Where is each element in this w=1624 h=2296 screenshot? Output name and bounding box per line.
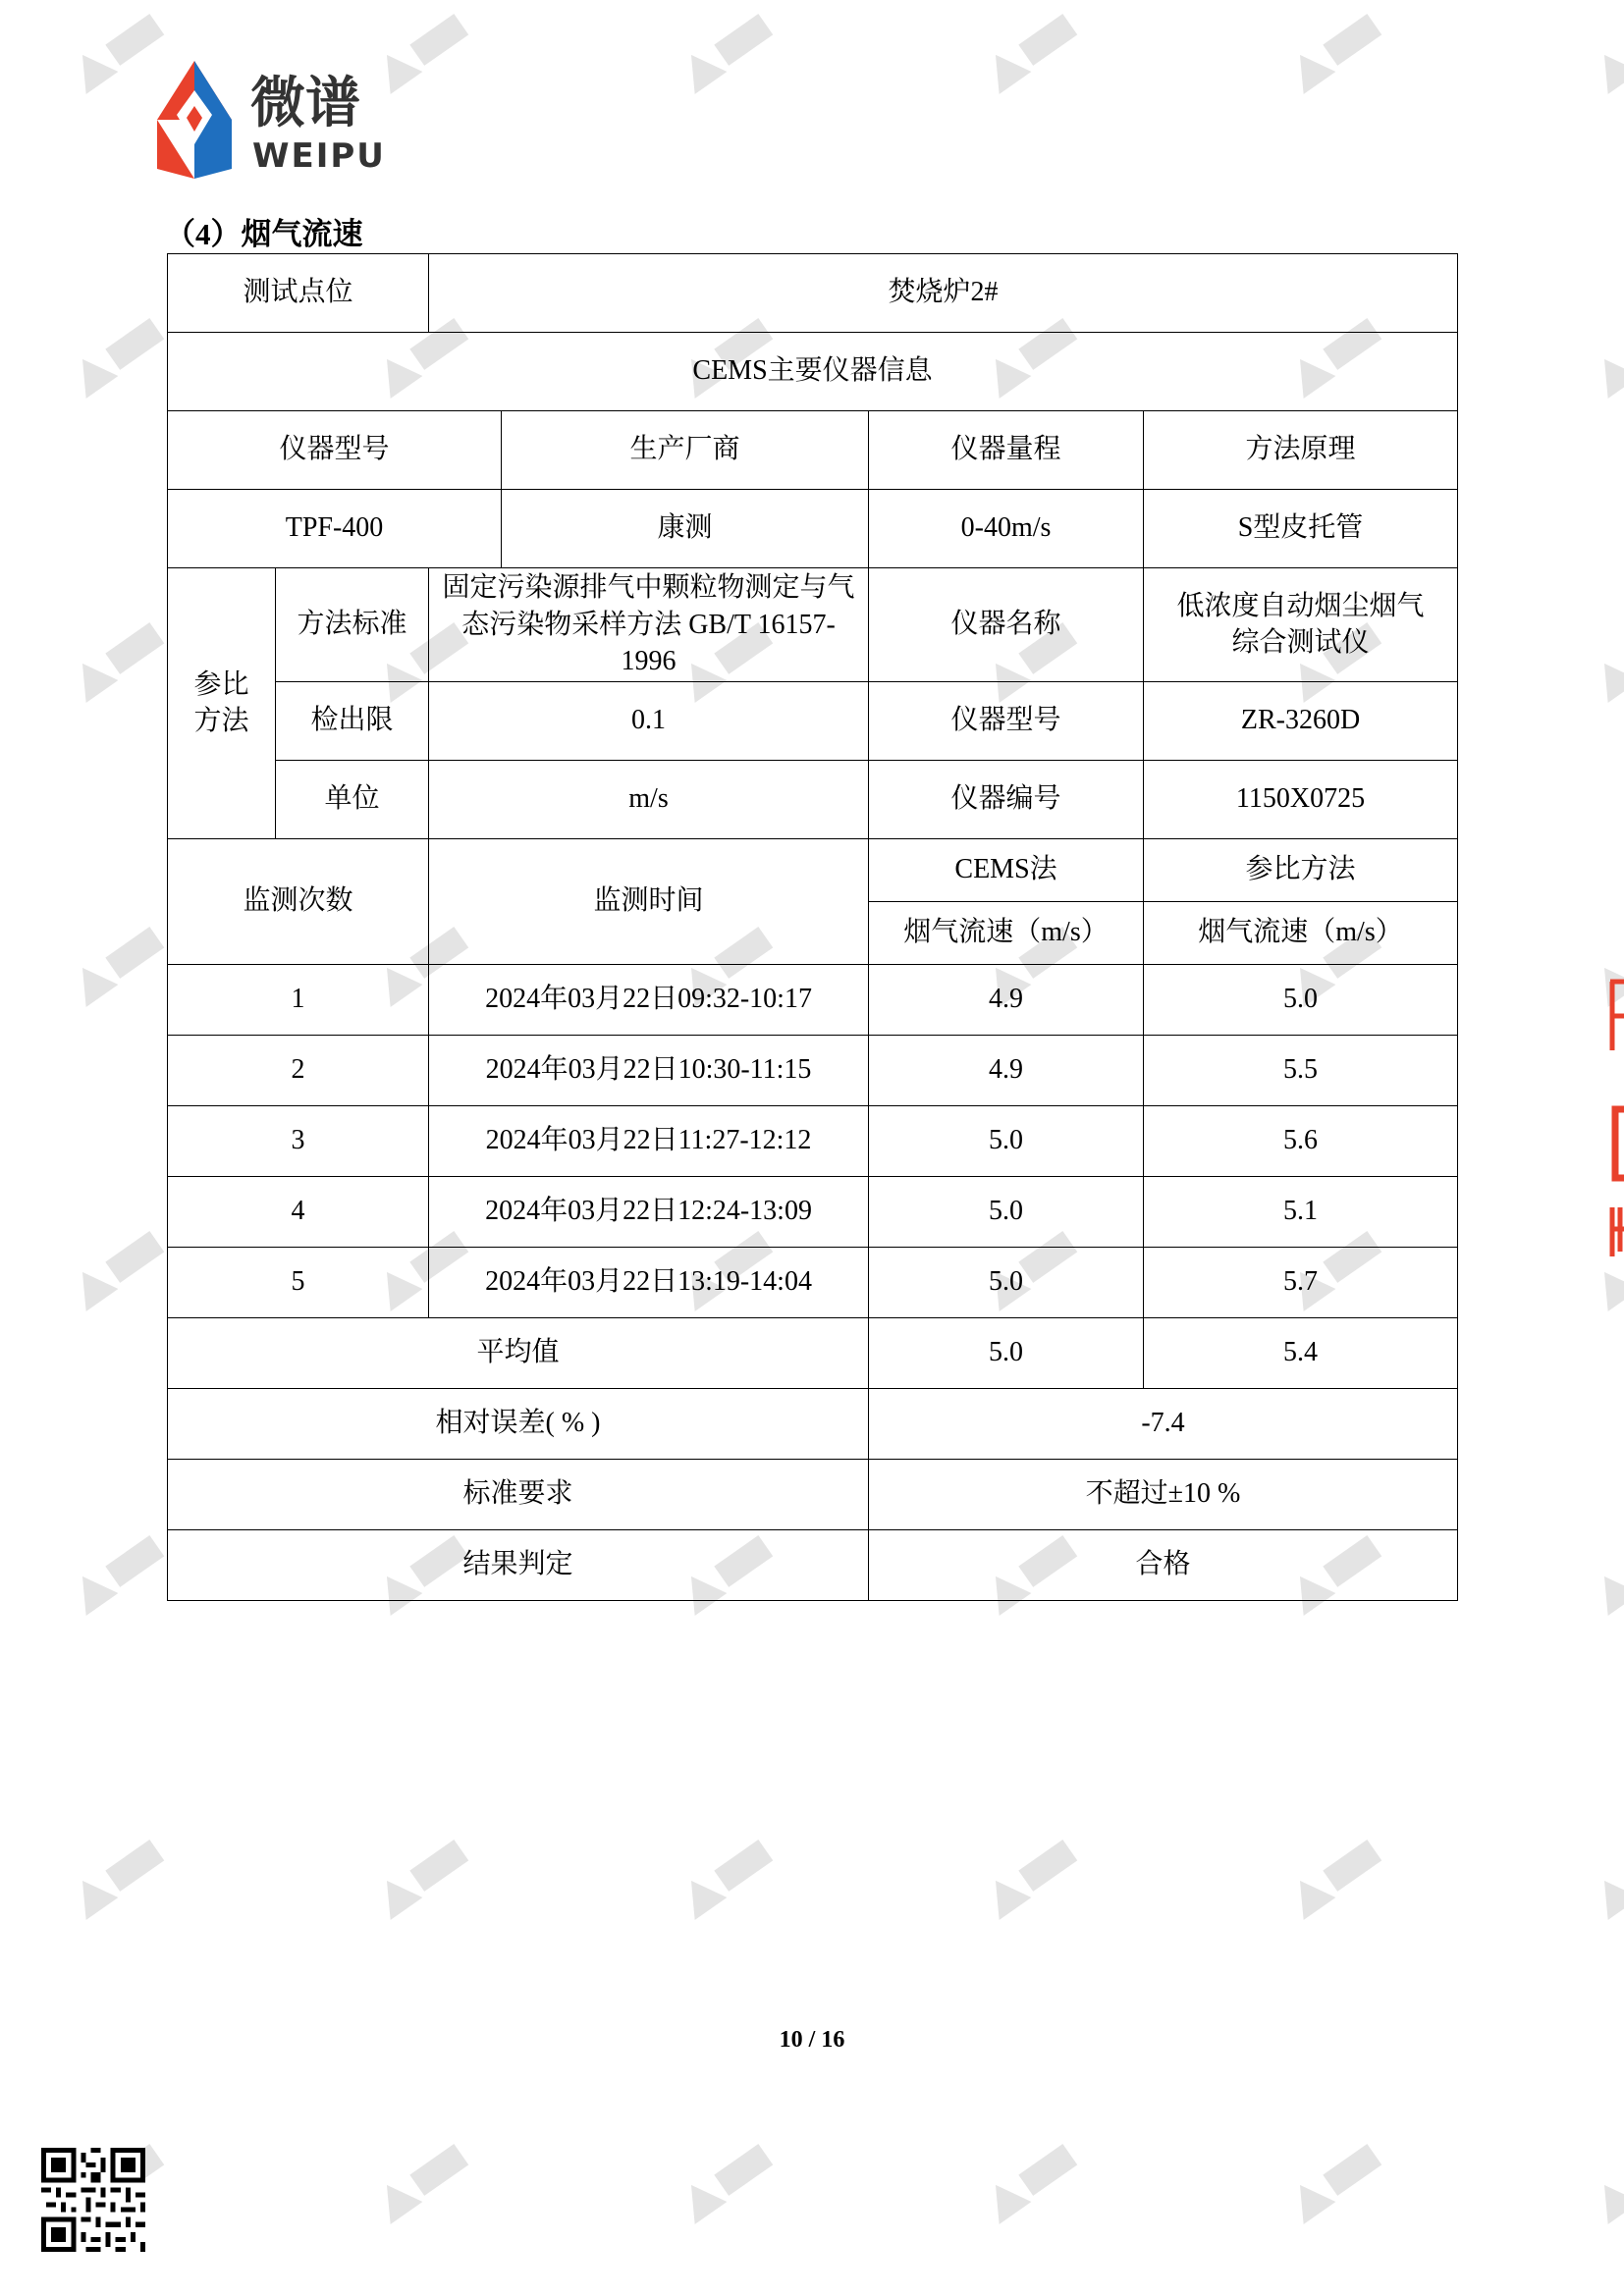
watermark-logo (59, 1531, 177, 1620)
watermark-logo (668, 2140, 785, 2228)
row-number: 3 (168, 1106, 429, 1177)
instrument-number-value: 1150X0725 (1144, 761, 1458, 839)
row-cems-value: 5.0 (869, 1177, 1144, 1248)
watermark-logo (59, 923, 177, 1011)
watermark-logo (1581, 618, 1624, 707)
row-ref-value: 5.6 (1144, 1106, 1458, 1177)
watermark-logo (1581, 1836, 1624, 1924)
row-time: 2024年03月22日13:19-14:04 (429, 1248, 869, 1318)
watermark-logo (1581, 314, 1624, 402)
cems-value-manufacturer: 康测 (502, 490, 869, 568)
cems-value-principle: S型皮托管 (1144, 490, 1458, 568)
row-number: 5 (168, 1248, 429, 1318)
average-ref: 5.4 (1144, 1318, 1458, 1389)
cems-method-label: CEMS法 (869, 839, 1144, 902)
watermark-logo (1581, 1531, 1624, 1620)
test-point-value: 焚烧炉2# (429, 254, 1458, 333)
cems-value-model: TPF-400 (168, 490, 502, 568)
watermark-logo (1276, 2140, 1394, 2228)
row-ref-value: 5.1 (1144, 1177, 1458, 1248)
table-row (168, 965, 1458, 1036)
watermark-logo (59, 314, 177, 402)
row-time: 2024年03月22日12:24-13:09 (429, 1177, 869, 1248)
cems-header-range: 仪器量程 (869, 411, 1144, 490)
row-number: 4 (168, 1177, 429, 1248)
flow-velocity-table (167, 253, 1458, 1601)
row-cems-value: 4.9 (869, 965, 1144, 1036)
watermark-logo (363, 1836, 481, 1924)
method-standard-value: 固定污染源排气中颗粒物测定与气态污染物采样方法 GB/T 16157-1996 (429, 568, 869, 682)
result-label: 结果判定 (168, 1530, 869, 1601)
average-label: 平均值 (168, 1318, 869, 1389)
watermark-logo (668, 1836, 785, 1924)
instrument-name-label: 仪器名称 (869, 568, 1144, 682)
seal-stamp (1591, 972, 1624, 1306)
monitoring-rows (168, 965, 1458, 1318)
instrument-model-value: ZR-3260D (1144, 682, 1458, 761)
row-ref-value: 5.0 (1144, 965, 1458, 1036)
qr-code (41, 2148, 145, 2252)
instrument-model-label: 仪器型号 (869, 682, 1144, 761)
test-point-label: 测试点位 (168, 254, 429, 333)
watermark-logo (972, 1836, 1090, 1924)
watermark-logo (59, 618, 177, 707)
monitoring-time-label: 监测时间 (429, 839, 869, 965)
row-time: 2024年03月22日11:27-12:12 (429, 1106, 869, 1177)
cems-header-manufacturer: 生产厂商 (502, 411, 869, 490)
table-row (168, 1177, 1458, 1248)
watermark-logo (1276, 1836, 1394, 1924)
cems-header-model: 仪器型号 (168, 411, 502, 490)
weipu-logo (157, 61, 452, 179)
relative-error-label: 相对误差( % ) (168, 1389, 869, 1460)
watermark-logo (59, 1227, 177, 1315)
ref-group-label: 参比方法 (168, 568, 276, 839)
watermark-logo (59, 1836, 177, 1924)
row-time: 2024年03月22日10:30-11:15 (429, 1036, 869, 1106)
row-number: 1 (168, 965, 429, 1036)
result-value: 合格 (869, 1530, 1458, 1601)
ref-sub-label: 烟气流速（m/s） (1144, 902, 1458, 965)
row-cems-value: 5.0 (869, 1248, 1144, 1318)
cems-header-principle: 方法原理 (1144, 411, 1458, 490)
row-ref-value: 5.7 (1144, 1248, 1458, 1318)
watermark-logo (1581, 10, 1624, 98)
row-cems-value: 5.0 (869, 1106, 1144, 1177)
detection-limit-label: 检出限 (276, 682, 429, 761)
watermark-logo (972, 2140, 1090, 2228)
monitoring-count-label: 监测次数 (168, 839, 429, 965)
page-number: 10 / 16 (779, 2027, 845, 2053)
standard-value: 不超过±10 % (869, 1460, 1458, 1530)
table-row (168, 1106, 1458, 1177)
row-cems-value: 4.9 (869, 1036, 1144, 1106)
standard-label: 标准要求 (168, 1460, 869, 1530)
ref-method-label: 参比方法 (1144, 839, 1458, 902)
method-standard-label: 方法标准 (276, 568, 429, 682)
unit-label: 单位 (276, 761, 429, 839)
cems-value-range: 0-40m/s (869, 490, 1144, 568)
watermark-logo (363, 2140, 481, 2228)
instrument-name-value: 低浓度自动烟尘烟气综合测试仪 (1144, 568, 1458, 682)
unit-value: m/s (429, 761, 869, 839)
row-number: 2 (168, 1036, 429, 1106)
instrument-number-label: 仪器编号 (869, 761, 1144, 839)
row-time: 2024年03月22日09:32-10:17 (429, 965, 869, 1036)
logo-chinese: 微谱 (250, 72, 360, 135)
section-title: （4）烟气流速 (165, 217, 363, 251)
detection-limit-value: 0.1 (429, 682, 869, 761)
row-ref-value: 5.5 (1144, 1036, 1458, 1106)
watermark-logo (1581, 2140, 1624, 2228)
table-row (168, 1248, 1458, 1318)
relative-error-value: -7.4 (869, 1389, 1458, 1460)
average-cems: 5.0 (869, 1318, 1144, 1389)
cems-sub-label: 烟气流速（m/s） (869, 902, 1144, 965)
watermark-logo (668, 10, 785, 98)
watermark-logo (972, 10, 1090, 98)
watermark-logo (1276, 10, 1394, 98)
cems-info-title: CEMS主要仪器信息 (168, 333, 1458, 411)
table-row (168, 1036, 1458, 1106)
logo-latin: WEIPU (252, 136, 386, 176)
